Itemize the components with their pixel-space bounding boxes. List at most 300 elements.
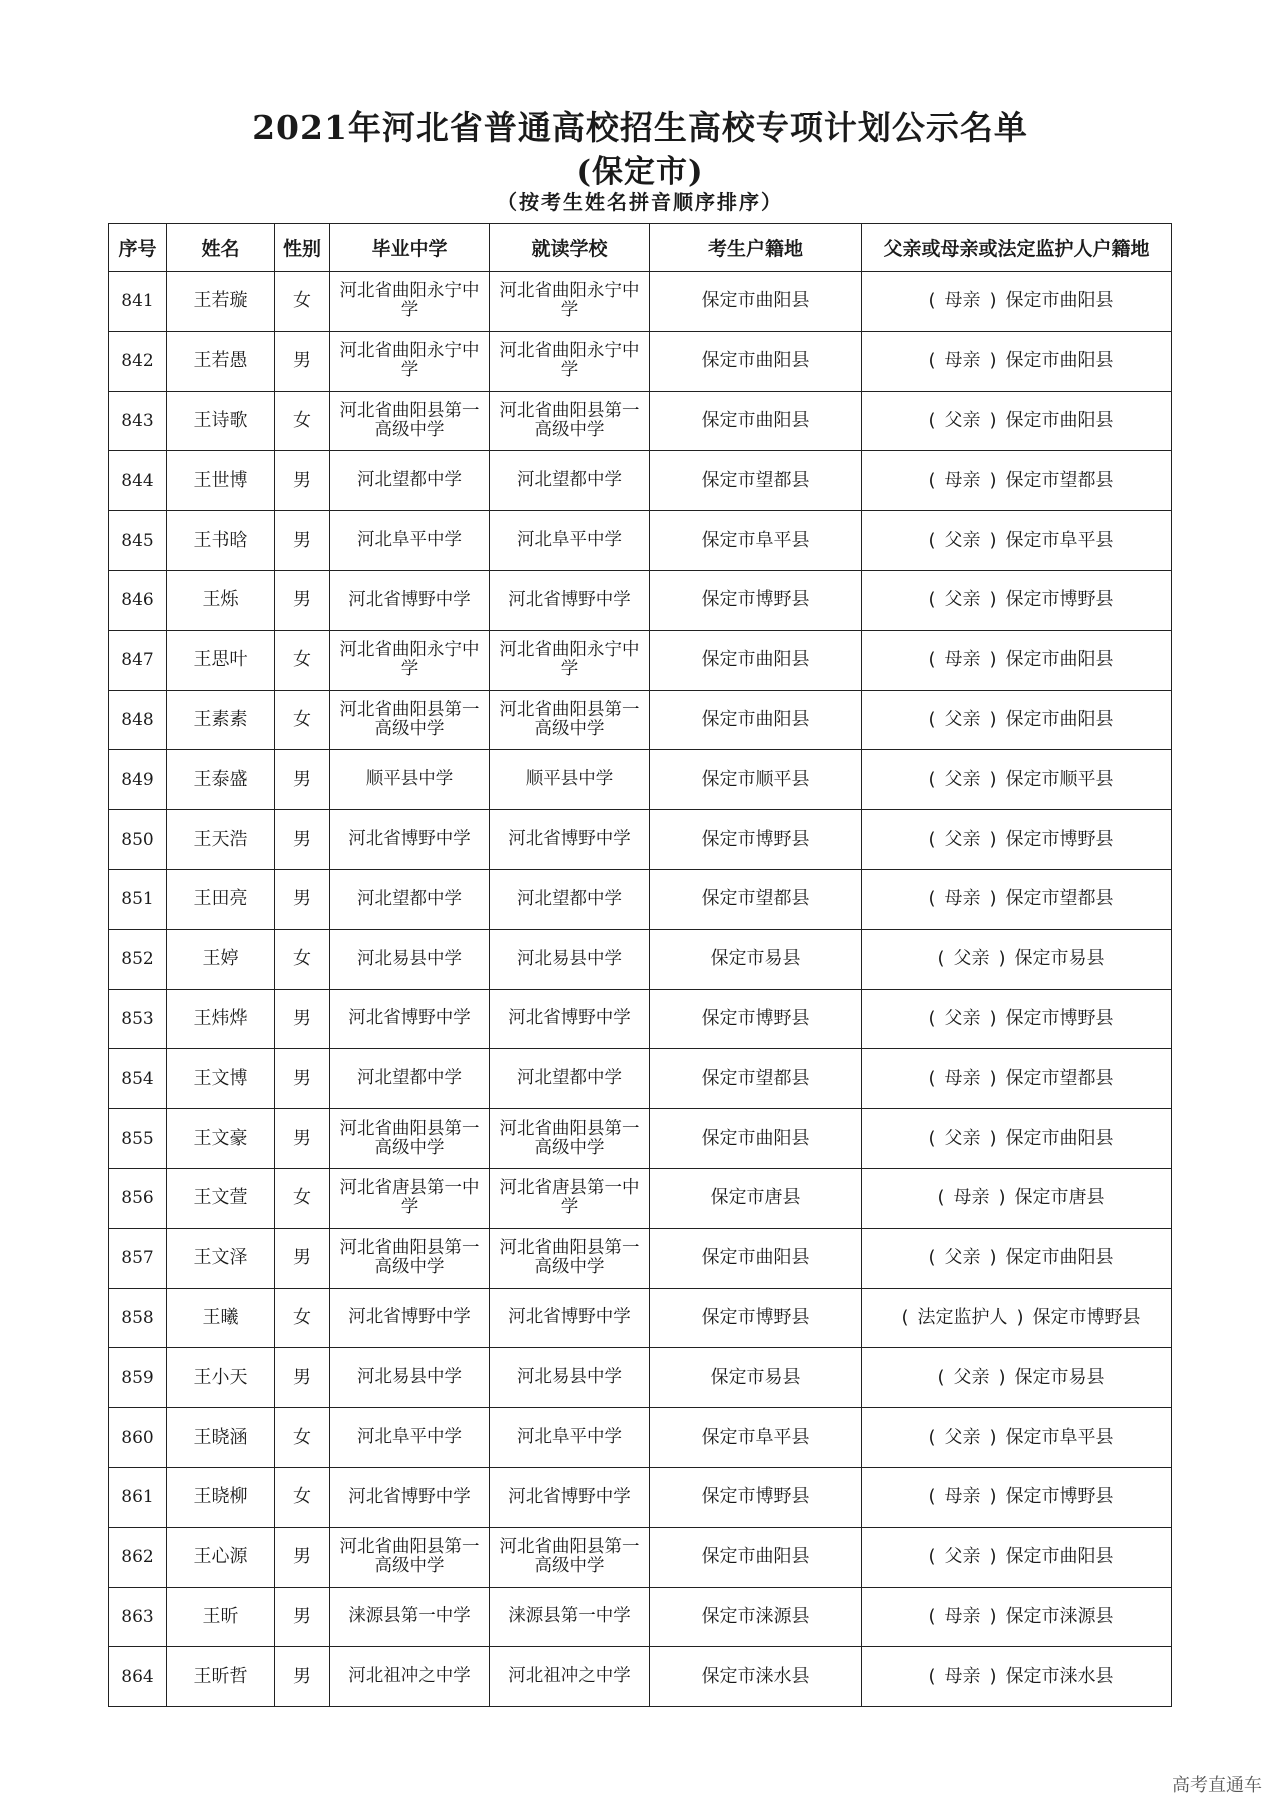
cell-name: 王思叶 [167,630,275,690]
paren-open: ( [928,469,936,491]
cell-sex: 女 [275,1467,330,1527]
cell-study-school: 顺平县中学 [490,750,650,810]
paren-open: ( [928,1546,936,1568]
paren-close: ) [989,1007,997,1029]
table-row [109,1587,1172,1647]
page-title: 2021年河北省普通高校招生高校专项计划公示名单 [252,108,1028,147]
cell-name: 王昕 [167,1587,275,1647]
cell-grad-school: 河北阜平中学 [330,1408,490,1468]
cell-grad-school: 河北省唐县第一中学 [330,1168,490,1228]
parent-home-label: 保定市曲阳县 [1005,1127,1114,1149]
cell-seq: 858 [109,1288,167,1348]
paren-close: ) [1016,1306,1024,1328]
paren-close: ) [989,290,997,312]
header-parent-home: 父亲或母亲或法定监护人户籍地 [862,224,1172,272]
cell-home: 保定市望都县 [650,869,862,929]
cell-sex: 女 [275,1408,330,1468]
paren-close: ) [989,469,997,491]
paren-open: ( [928,589,936,611]
cell-study-school: 河北望都中学 [490,451,650,511]
cell-home: 保定市涞水县 [650,1647,862,1707]
roster-table-container [108,223,1171,1707]
cell-seq: 842 [109,331,167,391]
cell-sex: 男 [275,1049,330,1109]
table-row [109,511,1172,571]
cell-home: 保定市曲阳县 [650,690,862,750]
cell-study-school: 河北望都中学 [490,869,650,929]
relation-label: 母亲 [953,1187,990,1209]
table-row [109,1527,1172,1587]
table-body [109,272,1172,1707]
parent-home-label: 保定市曲阳县 [1005,649,1114,671]
cell-name: 王诗歌 [167,391,275,451]
cell-name: 王小天 [167,1348,275,1408]
cell-grad-school: 涞源县第一中学 [330,1587,490,1647]
parent-home-label: 保定市曲阳县 [1005,409,1114,431]
cell-parent-home [862,630,1172,690]
cell-grad-school: 河北省曲阳县第一高级中学 [330,1228,490,1288]
parent-home-label: 保定市易县 [1014,1366,1105,1388]
parent-home-label: 保定市博野县 [1005,589,1114,611]
cell-study-school: 河北易县中学 [490,929,650,989]
cell-name: 王田亮 [167,869,275,929]
cell-parent-home [862,272,1172,332]
cell-sex: 男 [275,1587,330,1647]
parent-home-label: 保定市涞源县 [1005,1605,1114,1627]
paren-open: ( [928,768,936,790]
header-name: 姓名 [167,224,275,272]
cell-parent-home [862,1408,1172,1468]
cell-sex: 男 [275,989,330,1049]
table-row [109,391,1172,451]
cell-study-school: 河北省曲阳县第一高级中学 [490,1228,650,1288]
cell-sex: 男 [275,331,330,391]
cell-home: 保定市曲阳县 [650,1228,862,1288]
cell-home: 保定市博野县 [650,810,862,870]
cell-name: 王文萱 [167,1168,275,1228]
cell-sex: 女 [275,1168,330,1228]
cell-parent-home [862,750,1172,810]
parent-home-label: 保定市易县 [1014,948,1105,970]
cell-grad-school: 河北望都中学 [330,451,490,511]
relation-label: 父亲 [944,1426,981,1448]
relation-label: 母亲 [944,350,981,372]
relation-label: 父亲 [944,768,981,790]
cell-study-school: 河北省曲阳县第一高级中学 [490,1527,650,1587]
table-row [109,929,1172,989]
relation-label: 父亲 [944,589,981,611]
cell-parent-home [862,1109,1172,1169]
table-header-row [109,224,1172,272]
cell-seq: 851 [109,869,167,929]
relation-label: 父亲 [944,1127,981,1149]
cell-name: 王泰盛 [167,750,275,810]
cell-name: 王世博 [167,451,275,511]
parent-home-label: 保定市曲阳县 [1005,350,1114,372]
cell-sex: 男 [275,451,330,511]
relation-label: 母亲 [944,1486,981,1508]
cell-name: 王晓涵 [167,1408,275,1468]
cell-seq: 862 [109,1527,167,1587]
cell-parent-home [862,1288,1172,1348]
paren-close: ) [989,888,997,910]
table-row [109,1467,1172,1527]
cell-home: 保定市曲阳县 [650,630,862,690]
cell-sex: 男 [275,1348,330,1408]
cell-parent-home [862,511,1172,571]
cell-sex: 女 [275,929,330,989]
cell-grad-school: 河北望都中学 [330,869,490,929]
cell-parent-home [862,1168,1172,1228]
cell-seq: 860 [109,1408,167,1468]
cell-name: 王曦 [167,1288,275,1348]
parent-home-label: 保定市曲阳县 [1005,290,1114,312]
parent-home-label: 保定市曲阳县 [1005,1546,1114,1568]
paren-open: ( [928,1007,936,1029]
cell-parent-home [862,1348,1172,1408]
parent-home-label: 保定市博野县 [1005,1486,1114,1508]
cell-study-school: 河北省博野中学 [490,570,650,630]
cell-home: 保定市阜平县 [650,1408,862,1468]
paren-open: ( [901,1306,909,1328]
cell-grad-school: 河北省博野中学 [330,1288,490,1348]
cell-parent-home [862,1467,1172,1527]
cell-name: 王若璇 [167,272,275,332]
cell-home: 保定市易县 [650,929,862,989]
paren-close: ) [989,1247,997,1269]
table-row [109,810,1172,870]
cell-study-school: 涞源县第一中学 [490,1587,650,1647]
paren-close: ) [989,1486,997,1508]
paren-open: ( [928,888,936,910]
paren-close: ) [989,529,997,551]
cell-grad-school: 河北省博野中学 [330,570,490,630]
cell-name: 王若愚 [167,331,275,391]
paren-open: ( [928,649,936,671]
paren-close: ) [998,948,1006,970]
table-row [109,750,1172,810]
cell-parent-home [862,331,1172,391]
relation-label: 母亲 [944,469,981,491]
cell-name: 王晓柳 [167,1467,275,1527]
paren-open: ( [928,708,936,730]
table-row [109,451,1172,511]
table-row [109,1408,1172,1468]
relation-label: 父亲 [944,1247,981,1269]
cell-study-school: 河北祖冲之中学 [490,1647,650,1707]
cell-study-school: 河北省曲阳永宁中学 [490,331,650,391]
table-row [109,1168,1172,1228]
cell-grad-school: 河北省博野中学 [330,989,490,1049]
cell-sex: 女 [275,1288,330,1348]
cell-name: 王昕哲 [167,1647,275,1707]
relation-label: 母亲 [944,1067,981,1089]
parent-home-label: 保定市曲阳县 [1005,1247,1114,1269]
city-subtitle: (保定市) [576,154,704,190]
paren-open: ( [928,529,936,551]
cell-home: 保定市曲阳县 [650,331,862,391]
table-row [109,1348,1172,1408]
cell-parent-home [862,570,1172,630]
cell-study-school: 河北省曲阳县第一高级中学 [490,1109,650,1169]
parent-home-label: 保定市望都县 [1005,1067,1114,1089]
cell-seq: 846 [109,570,167,630]
cell-grad-school: 河北祖冲之中学 [330,1647,490,1707]
cell-parent-home [862,989,1172,1049]
cell-sex: 男 [275,869,330,929]
sort-note: （按考生姓名拼音顺序排序） [497,190,783,214]
cell-seq: 843 [109,391,167,451]
cell-sex: 男 [275,570,330,630]
cell-sex: 男 [275,511,330,571]
cell-sex: 女 [275,391,330,451]
cell-home: 保定市望都县 [650,1049,862,1109]
cell-home: 保定市博野县 [650,570,862,630]
cell-name: 王文豪 [167,1109,275,1169]
cell-home: 保定市曲阳县 [650,1109,862,1169]
paren-open: ( [928,1067,936,1089]
cell-grad-school: 河北省曲阳永宁中学 [330,630,490,690]
cell-home: 保定市曲阳县 [650,272,862,332]
table-row [109,1647,1172,1707]
paren-close: ) [989,1665,997,1687]
table-row [109,630,1172,690]
header-study-school: 就读学校 [490,224,650,272]
table-row [109,1109,1172,1169]
cell-seq: 853 [109,989,167,1049]
cell-parent-home [862,869,1172,929]
header-seq: 序号 [109,224,167,272]
cell-name: 王婷 [167,929,275,989]
watermark: 高考直通车 [1172,1775,1262,1796]
paren-open: ( [928,350,936,372]
relation-label: 父亲 [953,1366,990,1388]
paren-close: ) [989,649,997,671]
paren-open: ( [928,1426,936,1448]
cell-home: 保定市望都县 [650,451,862,511]
table-row [109,272,1172,332]
cell-home: 保定市阜平县 [650,511,862,571]
cell-sex: 女 [275,630,330,690]
cell-seq: 859 [109,1348,167,1408]
cell-grad-school: 河北易县中学 [330,1348,490,1408]
cell-sex: 男 [275,750,330,810]
parent-home-label: 保定市博野县 [1032,1306,1141,1328]
cell-home: 保定市唐县 [650,1168,862,1228]
table-row [109,690,1172,750]
paren-close: ) [989,1067,997,1089]
cell-home: 保定市易县 [650,1348,862,1408]
cell-study-school: 河北阜平中学 [490,511,650,571]
cell-sex: 男 [275,1109,330,1169]
cell-study-school: 河北省曲阳县第一高级中学 [490,391,650,451]
cell-parent-home [862,1527,1172,1587]
cell-grad-school: 顺平县中学 [330,750,490,810]
paren-close: ) [989,1605,997,1627]
cell-home: 保定市顺平县 [650,750,862,810]
relation-label: 父亲 [953,948,990,970]
parent-home-label: 保定市涞水县 [1005,1665,1114,1687]
cell-study-school: 河北省唐县第一中学 [490,1168,650,1228]
cell-grad-school: 河北省曲阳县第一高级中学 [330,1527,490,1587]
paren-open: ( [928,1665,936,1687]
relation-label: 父亲 [944,828,981,850]
cell-parent-home [862,1049,1172,1109]
cell-study-school: 河北省曲阳永宁中学 [490,272,650,332]
relation-label: 父亲 [944,1546,981,1568]
cell-seq: 863 [109,1587,167,1647]
cell-home: 保定市曲阳县 [650,391,862,451]
parent-home-label: 保定市曲阳县 [1005,708,1114,730]
paren-close: ) [989,350,997,372]
paren-open: ( [928,1486,936,1508]
paren-open: ( [928,1605,936,1627]
cell-seq: 845 [109,511,167,571]
cell-parent-home [862,391,1172,451]
cell-seq: 852 [109,929,167,989]
cell-grad-school: 河北省曲阳县第一高级中学 [330,391,490,451]
paren-close: ) [989,828,997,850]
cell-seq: 847 [109,630,167,690]
paren-close: ) [989,708,997,730]
header-grad-school: 毕业中学 [330,224,490,272]
cell-seq: 855 [109,1109,167,1169]
parent-home-label: 保定市阜平县 [1005,529,1114,551]
cell-home: 保定市博野县 [650,1467,862,1527]
relation-label: 父亲 [944,409,981,431]
cell-study-school: 河北省博野中学 [490,810,650,870]
cell-sex: 女 [275,272,330,332]
table-row [109,1288,1172,1348]
paren-open: ( [937,1187,945,1209]
roster-table [108,223,1172,1707]
cell-home: 保定市涞源县 [650,1587,862,1647]
paren-close: ) [998,1187,1006,1209]
cell-parent-home [862,1647,1172,1707]
cell-seq: 864 [109,1647,167,1707]
table-row [109,570,1172,630]
cell-study-school: 河北省博野中学 [490,1467,650,1527]
cell-sex: 男 [275,1647,330,1707]
cell-seq: 850 [109,810,167,870]
relation-label: 父亲 [944,1007,981,1029]
parent-home-label: 保定市望都县 [1005,888,1114,910]
paren-open: ( [928,409,936,431]
cell-grad-school: 河北省曲阳县第一高级中学 [330,1109,490,1169]
cell-grad-school: 河北易县中学 [330,929,490,989]
cell-seq: 849 [109,750,167,810]
cell-name: 王心源 [167,1527,275,1587]
cell-study-school: 河北省曲阳永宁中学 [490,630,650,690]
relation-label: 法定监护人 [917,1306,1008,1328]
cell-sex: 男 [275,1228,330,1288]
parent-home-label: 保定市阜平县 [1005,1426,1114,1448]
paren-close: ) [989,589,997,611]
cell-grad-school: 河北省博野中学 [330,1467,490,1527]
cell-name: 王书晗 [167,511,275,571]
cell-parent-home [862,1228,1172,1288]
paren-close: ) [989,768,997,790]
relation-label: 母亲 [944,1605,981,1627]
cell-grad-school: 河北阜平中学 [330,511,490,571]
paren-close: ) [989,1426,997,1448]
cell-study-school: 河北省曲阳县第一高级中学 [490,690,650,750]
cell-parent-home [862,929,1172,989]
paren-open: ( [928,290,936,312]
paren-open: ( [937,1366,945,1388]
cell-grad-school: 河北省曲阳县第一高级中学 [330,690,490,750]
cell-parent-home [862,1587,1172,1647]
relation-label: 母亲 [944,888,981,910]
cell-seq: 844 [109,451,167,511]
cell-grad-school: 河北省博野中学 [330,810,490,870]
table-row [109,869,1172,929]
cell-seq: 848 [109,690,167,750]
cell-grad-school: 河北省曲阳永宁中学 [330,272,490,332]
parent-home-label: 保定市唐县 [1014,1187,1105,1209]
paren-close: ) [989,1546,997,1568]
cell-name: 王素素 [167,690,275,750]
cell-sex: 女 [275,690,330,750]
cell-parent-home [862,690,1172,750]
relation-label: 母亲 [944,649,981,671]
paren-open: ( [928,828,936,850]
cell-seq: 856 [109,1168,167,1228]
cell-home: 保定市博野县 [650,989,862,1049]
paren-open: ( [928,1127,936,1149]
paren-open: ( [937,948,945,970]
relation-label: 父亲 [944,708,981,730]
cell-name: 王烁 [167,570,275,630]
table-row [109,1049,1172,1109]
table-row [109,989,1172,1049]
cell-study-school: 河北易县中学 [490,1348,650,1408]
header-home: 考生户籍地 [650,224,862,272]
parent-home-label: 保定市博野县 [1005,828,1114,850]
relation-label: 母亲 [944,1665,981,1687]
cell-study-school: 河北省博野中学 [490,1288,650,1348]
cell-grad-school: 河北省曲阳永宁中学 [330,331,490,391]
paren-close: ) [998,1366,1006,1388]
table-row [109,1228,1172,1288]
cell-seq: 861 [109,1467,167,1527]
cell-name: 王文博 [167,1049,275,1109]
header-sex: 性别 [275,224,330,272]
paren-close: ) [989,1127,997,1149]
cell-seq: 857 [109,1228,167,1288]
cell-grad-school: 河北望都中学 [330,1049,490,1109]
relation-label: 母亲 [944,290,981,312]
parent-home-label: 保定市博野县 [1005,1007,1114,1029]
cell-home: 保定市曲阳县 [650,1527,862,1587]
table-row [109,331,1172,391]
parent-home-label: 保定市顺平县 [1005,768,1114,790]
cell-name: 王炜烨 [167,989,275,1049]
cell-name: 王文泽 [167,1228,275,1288]
cell-study-school: 河北阜平中学 [490,1408,650,1468]
cell-home: 保定市博野县 [650,1288,862,1348]
paren-close: ) [989,409,997,431]
cell-seq: 854 [109,1049,167,1109]
cell-study-school: 河北省博野中学 [490,989,650,1049]
cell-parent-home [862,810,1172,870]
cell-sex: 男 [275,810,330,870]
parent-home-label: 保定市望都县 [1005,469,1114,491]
cell-sex: 男 [275,1527,330,1587]
relation-label: 父亲 [944,529,981,551]
cell-name: 王天浩 [167,810,275,870]
cell-study-school: 河北望都中学 [490,1049,650,1109]
